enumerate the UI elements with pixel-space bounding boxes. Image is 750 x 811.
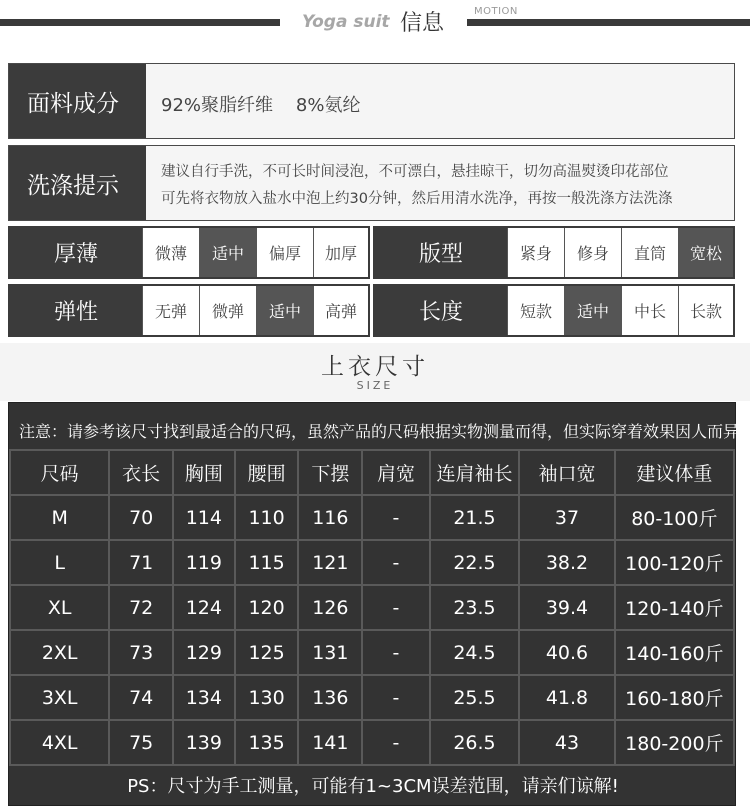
table-cell: 37 <box>519 495 614 540</box>
table-cell: 73 <box>109 630 173 675</box>
washing-row <box>8 145 735 221</box>
table-cell: 38.2 <box>519 540 614 585</box>
table-cell: 131 <box>298 630 362 675</box>
length-label: 长度 <box>418 300 463 325</box>
washing-line-2: 可先将衣物放入盐水中泡上约30分钟，然后用清水洗净，再按一般洗涤方法洗涤 <box>161 191 673 207</box>
length-option-medium[interactable]: 适中 <box>564 286 621 335</box>
size-footnote: PS：尺寸为手工测量，可能有1~3CM误差范围，请亲们谅解! <box>127 776 619 797</box>
table-cell: 39.4 <box>519 585 614 630</box>
table-cell: 180-200斤 <box>615 720 734 765</box>
table-cell: 121 <box>298 540 362 585</box>
table-cell: 21.5 <box>430 495 520 540</box>
table-cell: 3XL <box>10 675 109 720</box>
table-cell: 116 <box>298 495 362 540</box>
attribute-row-2 <box>8 284 735 337</box>
table-cell: 114 <box>173 495 235 540</box>
elasticity-option-none[interactable]: 无弹 <box>142 286 199 335</box>
table-cell: - <box>362 495 430 540</box>
table-cell: 126 <box>298 585 362 630</box>
thickness-option-thin[interactable]: 微薄 <box>142 228 199 277</box>
thickness-option-thick[interactable]: 偏厚 <box>256 228 313 277</box>
table-cell: 71 <box>109 540 173 585</box>
header-title-en: Yoga suit <box>302 12 390 32</box>
table-cell: M <box>10 495 109 540</box>
table-cell: 124 <box>173 585 235 630</box>
header-cell: 腰围 <box>235 450 299 495</box>
size-title: 上衣尺寸 <box>321 354 429 380</box>
length-option-long[interactable]: 长款 <box>678 286 733 335</box>
header-title-cn: 信息 <box>400 11 445 36</box>
size-table <box>9 449 735 766</box>
table-cell: 74 <box>109 675 173 720</box>
table-cell: 22.5 <box>430 540 520 585</box>
elasticity-group <box>8 284 370 337</box>
elasticity-option-slight[interactable]: 微弹 <box>199 286 256 335</box>
table-cell: 125 <box>235 630 299 675</box>
attribute-row-1 <box>8 226 735 279</box>
fit-group <box>373 226 735 279</box>
table-cell: 24.5 <box>430 630 520 675</box>
table-cell: 75 <box>109 720 173 765</box>
elasticity-option-medium[interactable]: 适中 <box>256 286 313 335</box>
length-option-mid-long[interactable]: 中长 <box>621 286 678 335</box>
table-cell: 130 <box>235 675 299 720</box>
table-cell: 120 <box>235 585 299 630</box>
header-cell: 袖口宽 <box>519 450 614 495</box>
table-cell: 129 <box>173 630 235 675</box>
table-cell: 70 <box>109 495 173 540</box>
table-row <box>10 585 734 630</box>
table-row <box>10 495 734 540</box>
fabric-label: 面料成分 <box>9 64 146 138</box>
table-cell: 4XL <box>10 720 109 765</box>
thickness-label: 厚薄 <box>53 242 98 267</box>
table-cell: 119 <box>173 540 235 585</box>
table-cell: L <box>10 540 109 585</box>
header-cell: 下摆 <box>298 450 362 495</box>
table-row <box>10 540 734 585</box>
table-cell: XL <box>10 585 109 630</box>
table-cell: 72 <box>109 585 173 630</box>
thickness-option-extra-thick[interactable]: 加厚 <box>313 228 368 277</box>
thickness-option-medium[interactable]: 适中 <box>199 228 256 277</box>
header-motion-label: MOTION <box>474 6 518 17</box>
table-cell: 100-120斤 <box>615 540 734 585</box>
table-cell: 140-160斤 <box>615 630 734 675</box>
table-cell: 134 <box>173 675 235 720</box>
table-row <box>10 675 734 720</box>
header-cell: 衣长 <box>109 450 173 495</box>
table-cell: - <box>362 585 430 630</box>
table-cell: 136 <box>298 675 362 720</box>
header-cell: 尺码 <box>10 450 109 495</box>
elasticity-option-high[interactable]: 高弹 <box>313 286 368 335</box>
table-cell: 2XL <box>10 630 109 675</box>
table-cell: 80-100斤 <box>615 495 734 540</box>
table-cell: 40.6 <box>519 630 614 675</box>
length-group <box>373 284 735 337</box>
header-cell: 连肩袖长 <box>430 450 520 495</box>
table-cell: 141 <box>298 720 362 765</box>
size-notice: 注意：请参考该尺寸找到最适合的尺码，虽然产品的尺码根据实物测量而得，但实际穿着效果因人而异! <box>19 422 746 441</box>
table-cell: 110 <box>235 495 299 540</box>
fit-option-straight[interactable]: 直筒 <box>621 228 678 277</box>
table-cell: - <box>362 540 430 585</box>
table-cell: 135 <box>235 720 299 765</box>
table-cell: 26.5 <box>430 720 520 765</box>
table-row <box>10 630 734 675</box>
table-row <box>10 720 734 765</box>
size-subtitle: SIZE <box>356 379 394 392</box>
size-table-panel <box>8 402 746 806</box>
header-line-right <box>467 19 750 26</box>
header-cell: 胸围 <box>173 450 235 495</box>
washing-line-1: 建议自行手洗，不可长时间浸泡，不可漂白，悬挂晾干，切勿高温熨烫印花部位 <box>161 164 669 180</box>
fit-label: 版型 <box>418 242 463 267</box>
fabric-value: 92%聚脂纤维 8%氨纶 <box>161 95 361 116</box>
thickness-group <box>8 226 370 279</box>
fabric-row <box>8 63 735 139</box>
table-cell: - <box>362 720 430 765</box>
fit-option-loose[interactable]: 宽松 <box>678 228 733 277</box>
table-cell: 43 <box>519 720 614 765</box>
elasticity-label: 弹性 <box>53 300 98 325</box>
table-cell: - <box>362 630 430 675</box>
table-cell: 115 <box>235 540 299 585</box>
table-cell: 41.8 <box>519 675 614 720</box>
fit-option-slim[interactable]: 修身 <box>564 228 621 277</box>
table-cell: - <box>362 675 430 720</box>
size-table-header <box>10 450 734 495</box>
table-cell: 120-140斤 <box>615 585 734 630</box>
table-cell: 160-180斤 <box>615 675 734 720</box>
header-cell: 肩宽 <box>362 450 430 495</box>
fit-option-tight[interactable]: 紧身 <box>507 228 564 277</box>
washing-label: 洗涤提示 <box>9 146 146 220</box>
table-cell: 139 <box>173 720 235 765</box>
header-cell: 建议体重 <box>615 450 734 495</box>
table-cell: 23.5 <box>430 585 520 630</box>
header-line-left <box>0 19 280 26</box>
length-option-short[interactable]: 短款 <box>507 286 564 335</box>
table-cell: 25.5 <box>430 675 520 720</box>
